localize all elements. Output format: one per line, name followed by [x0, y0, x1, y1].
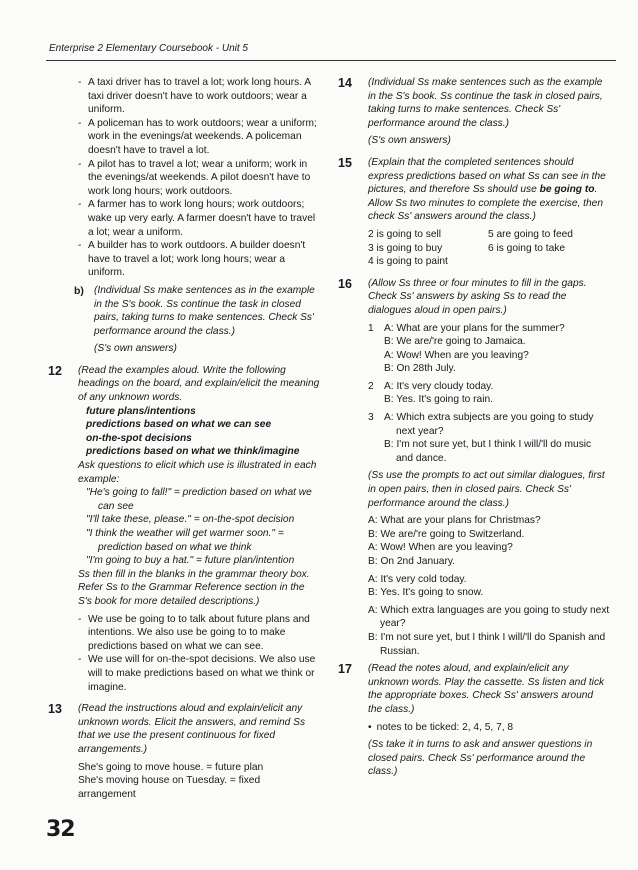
- list-item: - We use be going to to talk about future plans and intentions. We also use be going to to make predictions based on what we can see.: [78, 613, 320, 654]
- section-b-label: b): [74, 284, 84, 297]
- page-number: 32: [46, 817, 75, 842]
- answer-item: 4 is going to paint: [368, 256, 448, 268]
- dialogue-line: A: Wow! When are you leaving?: [368, 542, 513, 554]
- example-item: "I'm going to buy a hat." = future plan/intention: [86, 555, 295, 567]
- dialogue-line: A: What are your plans for Christmas?: [368, 515, 541, 527]
- answer-item: 2 is going to sell: [368, 228, 442, 240]
- section-13-line: She's moving house on Tuesday. = fixed arrangement: [78, 775, 261, 800]
- example-item: "I think the weather will get warmer soon." = prediction based on what we think: [86, 528, 284, 553]
- section-14-intro: (Individual Ss make sentences such as the example in the S's book. Ss continue the task in closed pairs, taking turns to make sentences. Check Ss' performance around the class.): [368, 77, 603, 129]
- answer-item: 6 is going to take: [488, 242, 566, 254]
- dialogue-number: 2: [368, 380, 374, 392]
- section-b: [48, 284, 320, 356]
- example-item: "I'll take these, please." = on-the-spot decision: [86, 514, 295, 526]
- section-17-intro: (Read the notes aloud, and explain/elicit any unknown words. Play the cassette. Ss listen and tick the appropriate boxes. Check Ss' answers around the class.): [368, 663, 605, 715]
- heading-item: predictions based on what we can see: [86, 419, 272, 431]
- dialogue-line: A: Wow! When are you leaving?: [384, 349, 529, 361]
- running-header: Enterprise 2 Elementary Coursebook - Unit 5: [49, 43, 248, 54]
- dialogue-line: A: It's very cold today.: [368, 573, 467, 585]
- list-item: - We use will for on-the-spot decisions. We also use will to make predictions based on what we think or imagine.: [78, 653, 320, 694]
- section-12-intro: (Read the examples aloud. Write the following headings on the board, and explain/elicit the meaning of any unknown words.: [78, 364, 320, 404]
- dialogue-line: B: We are/'re going to Jamaica.: [384, 336, 526, 348]
- dialogue-line: B: I'm not sure yet, but I think I will/'ll do Spanish and Russian.: [368, 631, 606, 657]
- dialogue-line: B: On 2nd January.: [368, 556, 456, 567]
- bullet-text: notes to be ticked: 2, 4, 5, 7, 8: [376, 721, 514, 733]
- answer-grid: [368, 228, 610, 269]
- section-number: 16: [338, 276, 352, 291]
- dialogue-line: B: Yes. It's going to rain.: [384, 394, 493, 406]
- section-16-prompt: (Ss use the prompts to act out similar dialogues, first in open pairs, then in closed pairs. Check Ss' performance around the class.): [368, 470, 605, 509]
- section-12: [48, 364, 320, 694]
- dialogue-line: B: Yes. It's going to snow.: [368, 587, 484, 599]
- left-column: [48, 76, 320, 801]
- dialogue-1: [368, 322, 610, 376]
- answer-list-a: [78, 76, 320, 280]
- section-12-then: Ss then fill in the blanks in the grammar theory box. Refer Ss to the Grammar Reference section in the S's book for more detailed descriptions.): [78, 568, 310, 607]
- intro-emphasis: be going to: [539, 184, 595, 196]
- example-item: "He's going to fall!" = prediction based on what we can see: [86, 487, 312, 512]
- answer-item: 5 are going to feed: [488, 228, 573, 240]
- dialogue-2: [368, 380, 610, 407]
- section-number: 13: [48, 702, 62, 717]
- example-dialogue-3: [368, 604, 610, 658]
- right-column: [338, 76, 610, 779]
- dialogue-line: A: Which extra subjects are you going to study next year?: [384, 412, 594, 437]
- section-12-ask: Ask questions to elicit which use is illustrated in each example:: [78, 460, 317, 485]
- section-17-closing: (Ss take it in turns to ask and answer questions in closed pairs. Check Ss' performance around the class.): [368, 739, 593, 778]
- section-13-line: She's going to move house. = future plan: [78, 761, 264, 773]
- example-dialogue-2: [368, 573, 610, 600]
- section-number: 15: [338, 155, 352, 170]
- section-16-intro: (Allow Ss three or four minutes to fill in the gaps. Check Ss' answers by asking Ss to read the dialogues aloud in open pairs.): [368, 277, 587, 316]
- answer-item: 3 is going to buy: [368, 242, 443, 254]
- dialogue-line: A: It's very cloudy today.: [384, 380, 494, 392]
- section-number: 14: [338, 76, 352, 90]
- dialogue-line: A: What are your plans for the summer?: [384, 322, 565, 334]
- example-dialogue-1: [368, 514, 610, 568]
- dialogue-line: B: On 28th July.: [384, 363, 456, 375]
- dialogue-3: [368, 411, 610, 465]
- rule-list: [78, 613, 320, 695]
- section-17: [338, 662, 610, 779]
- answers-a: [48, 76, 320, 280]
- heading-item: on-the-spot decisions: [86, 432, 192, 444]
- dialogue-line: B: I'm not sure yet, but I think I will/'ll do music and dance.: [384, 439, 592, 464]
- section-16: [338, 277, 610, 658]
- header-rule: [46, 60, 616, 61]
- section-15-intro: [368, 156, 610, 224]
- list-item: - A taxi driver has to travel a lot; work long hours. A taxi driver doesn't have to work outdoors; wear a uniform.: [78, 76, 320, 117]
- dialogue-number: 3: [368, 412, 374, 424]
- dialogue-number: 1: [368, 322, 374, 334]
- intro-text: . Allow Ss two minutes to complete the exercise, then check Ss' answers around the class.): [368, 184, 603, 223]
- list-item: - A builder has to work outdoors. A builder doesn't have to travel a lot; work long hours; wear a uniform.: [78, 239, 320, 280]
- bullet-icon: [368, 722, 377, 733]
- dialogue-line: A: Which extra languages are you going to study next year?: [368, 604, 610, 630]
- section-b-answers: (S's own answers): [94, 343, 177, 355]
- section-number: 12: [48, 363, 62, 378]
- section-number: 17: [338, 662, 352, 677]
- intro-text: (Explain that the completed sentences should express predictions based on what Ss can see in the pictures, and therefore Ss should use: [368, 156, 606, 196]
- list-item: - A policeman has to work outdoors; wear a uniform; work in the evenings/at weekends. A policeman doesn't have to travel a lot.: [78, 117, 320, 158]
- section-14: [338, 76, 610, 148]
- section-b-text: (Individual Ss make sentences as in the example in the S's book. Ss continue the task in closed pairs, taking turns to make sentences. Check Ss' performance around the class.): [94, 284, 315, 337]
- section-17-bullet: [368, 721, 610, 735]
- answer-item: [488, 255, 628, 269]
- section-14-answers: (S's own answers): [368, 135, 451, 147]
- list-item: - A farmer has to work long hours; work outdoors; wake up very early. A farmer doesn't have to travel a lot; wear a uniform.: [78, 198, 320, 239]
- list-item: - A pilot has to travel a lot; wear a uniform; work in the evenings/at weekends. A pilot doesn't have to work long hours; work outdoors.: [78, 158, 320, 199]
- section-15: [338, 156, 610, 269]
- heading-item: predictions based on what we think/imagine: [86, 446, 300, 458]
- dialogue-line: B: We are/'re going to Switzerland.: [368, 528, 525, 540]
- section-13-intro: (Read the instructions aloud and explain/elicit any unknown words. Elicit the answers, and remind Ss that we use the present continuous for fixed arrangements.): [78, 703, 306, 755]
- section-13: [48, 702, 320, 801]
- heading-item: future plans/intentions: [86, 405, 196, 417]
